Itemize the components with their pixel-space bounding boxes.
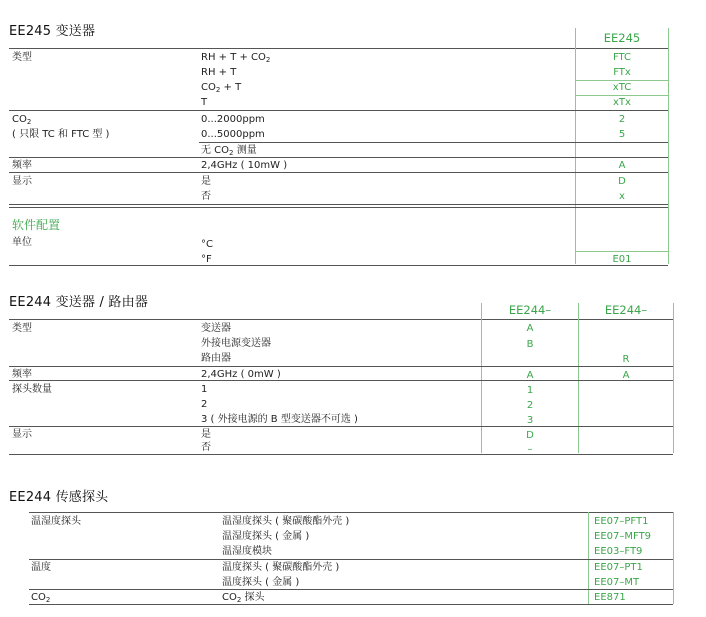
ee244-type-transmitter: 变送器 [201,323,231,334]
ee245-title: EE245 变送器 [9,24,96,39]
ee245-type-t: T [201,97,208,108]
probes-code-rh1: EE07–PFT1 [594,516,649,527]
ee244-probe-3: 3 ( 外接电源的 B 型变送器不可选 ) [201,414,358,425]
probes-rule-rh [29,559,673,560]
ee245-code-d: D [618,176,626,187]
probes-co2-label: $CO_2$ [31,592,51,604]
ee245-green-rule-2 [575,95,668,96]
probes-co2-probe: $CO_2$ 探头 [222,592,265,604]
ee245-freq-value: 2,4GHz ( 10mW ) [201,160,288,171]
ee245-col-right-border [668,28,669,264]
probes-code-rh3: EE03–FT9 [594,546,643,557]
ee245-code-e01: E01 [612,254,632,265]
ee245-display-yes: 是 [201,176,211,187]
ee244-code-a: A [526,323,534,334]
ee244-rule-probe [9,426,673,427]
ee244-display-yes: 是 [201,429,211,440]
ee244-type-router: 路由器 [201,353,231,364]
ee244-header-rule [9,319,673,320]
ee245-double-rule [9,204,668,208]
ee245-bottom-rule [9,265,668,266]
ee245-code-a: A [618,160,626,171]
ee245-display-label: 显示 [12,176,32,187]
ee245-co2-label: $CO_2$ [12,114,32,126]
ee244-freq-label: 频率 [12,369,32,380]
ee244-freq-code2: A [622,370,630,381]
ee244-col2-header: EE244– [604,303,648,317]
ee244-code-b: B [526,339,534,350]
probes-rh-label: 温湿度探头 [31,516,81,527]
ee244-col1-header: EE244– [508,303,552,317]
ee245-unit-label: 单位 [12,237,32,248]
ee245-co2-note: ( 只限 TC 和 FTC 型 ) [12,129,110,140]
probes-temp-1: 温度探头 ( 聚碳酸酯外壳 ) [222,562,340,573]
ee244-display-no: 否 [201,442,211,453]
ee244-title: EE244 变送器 / 路由器 [9,295,149,310]
ee245-type-co2-t: $CO_2 + T$ [201,82,242,94]
ee244-display-label: 显示 [12,429,32,440]
ee244-rule-type [9,366,673,367]
ee245-range-2000: 0...2000ppm [201,114,265,125]
ee245-header-rule [9,48,668,49]
ee245-type-rh-t: RH + T [201,67,237,78]
ee244-freq-code1: A [526,370,534,381]
probes-code-t1: EE07–PT1 [594,562,643,573]
ee244-probe-code-3: 3 [526,415,534,426]
ee245-type-label: 类型 [12,52,32,63]
probes-rh-2: 温湿度探头 ( 金属 ) [222,531,310,542]
ee244-display-code-d: D [526,430,534,441]
ee245-software-title: 软件配置 [12,218,61,232]
ee245-rule-freq [9,172,668,173]
ee245-no-co2: 无 $CO_2$ 测量 [201,145,257,157]
probes-code-co2: EE871 [594,592,626,603]
ee244-bottom-rule [9,454,673,455]
probes-temp-2: 温度探头 ( 金属 ) [222,577,300,588]
ee245-green-rule-e01 [575,251,668,252]
probes-col-right [673,512,674,604]
ee244-probe-code-2: 2 [526,400,534,411]
ee245-type-rh-t-co2: RH + $T + CO_2$ [201,52,271,64]
probes-rh-1: 温湿度探头 ( 聚碳酸酯外壳 ) [222,516,350,527]
ee244-probe-2: 2 [201,399,208,410]
ee245-code-x: x [619,191,625,202]
ee245-rule-no-co2 [199,142,668,143]
ee245-code-xtc: xTC [612,82,632,93]
ee245-code-ftc: FTC [612,52,632,63]
ee245-display-no: 否 [201,191,211,202]
ee244-display-code-x: – [527,444,533,455]
probes-rule-temp [29,589,673,590]
ee245-code-xtx: xTx [613,97,631,108]
ee244-type-ext: 外接电源变送器 [201,338,271,349]
ee244-col2-right [673,303,674,453]
ee245-unit-f: °F [201,254,212,265]
ee244-type-label: 类型 [12,323,32,334]
ee245-range-5000: 0...5000ppm [201,129,265,140]
ee245-freq-label: 频率 [12,160,32,171]
ee245-code-ftx: FTx [613,67,631,78]
ee244-rule-freq [9,380,673,381]
ee244-probe-label: 探头数量 [12,384,52,395]
probes-code-rh2: EE07–MFT9 [594,531,652,542]
ee244-probe-1: 1 [201,384,208,395]
probes-title: EE244 传感探头 [9,490,109,505]
ee245-code-5: 5 [618,129,626,140]
ee244-code-r: R [622,354,630,365]
ee245-green-rule-1 [575,80,668,81]
probes-rh-3: 温湿度模块 [222,546,272,557]
probes-col-left [588,512,589,604]
ee244-freq-value: 2,4GHz ( 0mW ) [201,369,281,380]
ee245-col-header: EE245 [603,31,641,45]
ee245-code-2: 2 [618,114,626,125]
ee245-unit-c: °C [201,239,213,250]
probes-code-t2: EE07–MT [594,577,640,588]
probes-bottom-rule [29,604,673,605]
probes-top-rule [29,512,673,513]
ee245-rule-type [9,110,668,111]
ee244-probe-code-1: 1 [526,385,534,396]
ee245-rule-co2 [9,157,668,158]
probes-temp-label: 温度 [31,562,51,573]
